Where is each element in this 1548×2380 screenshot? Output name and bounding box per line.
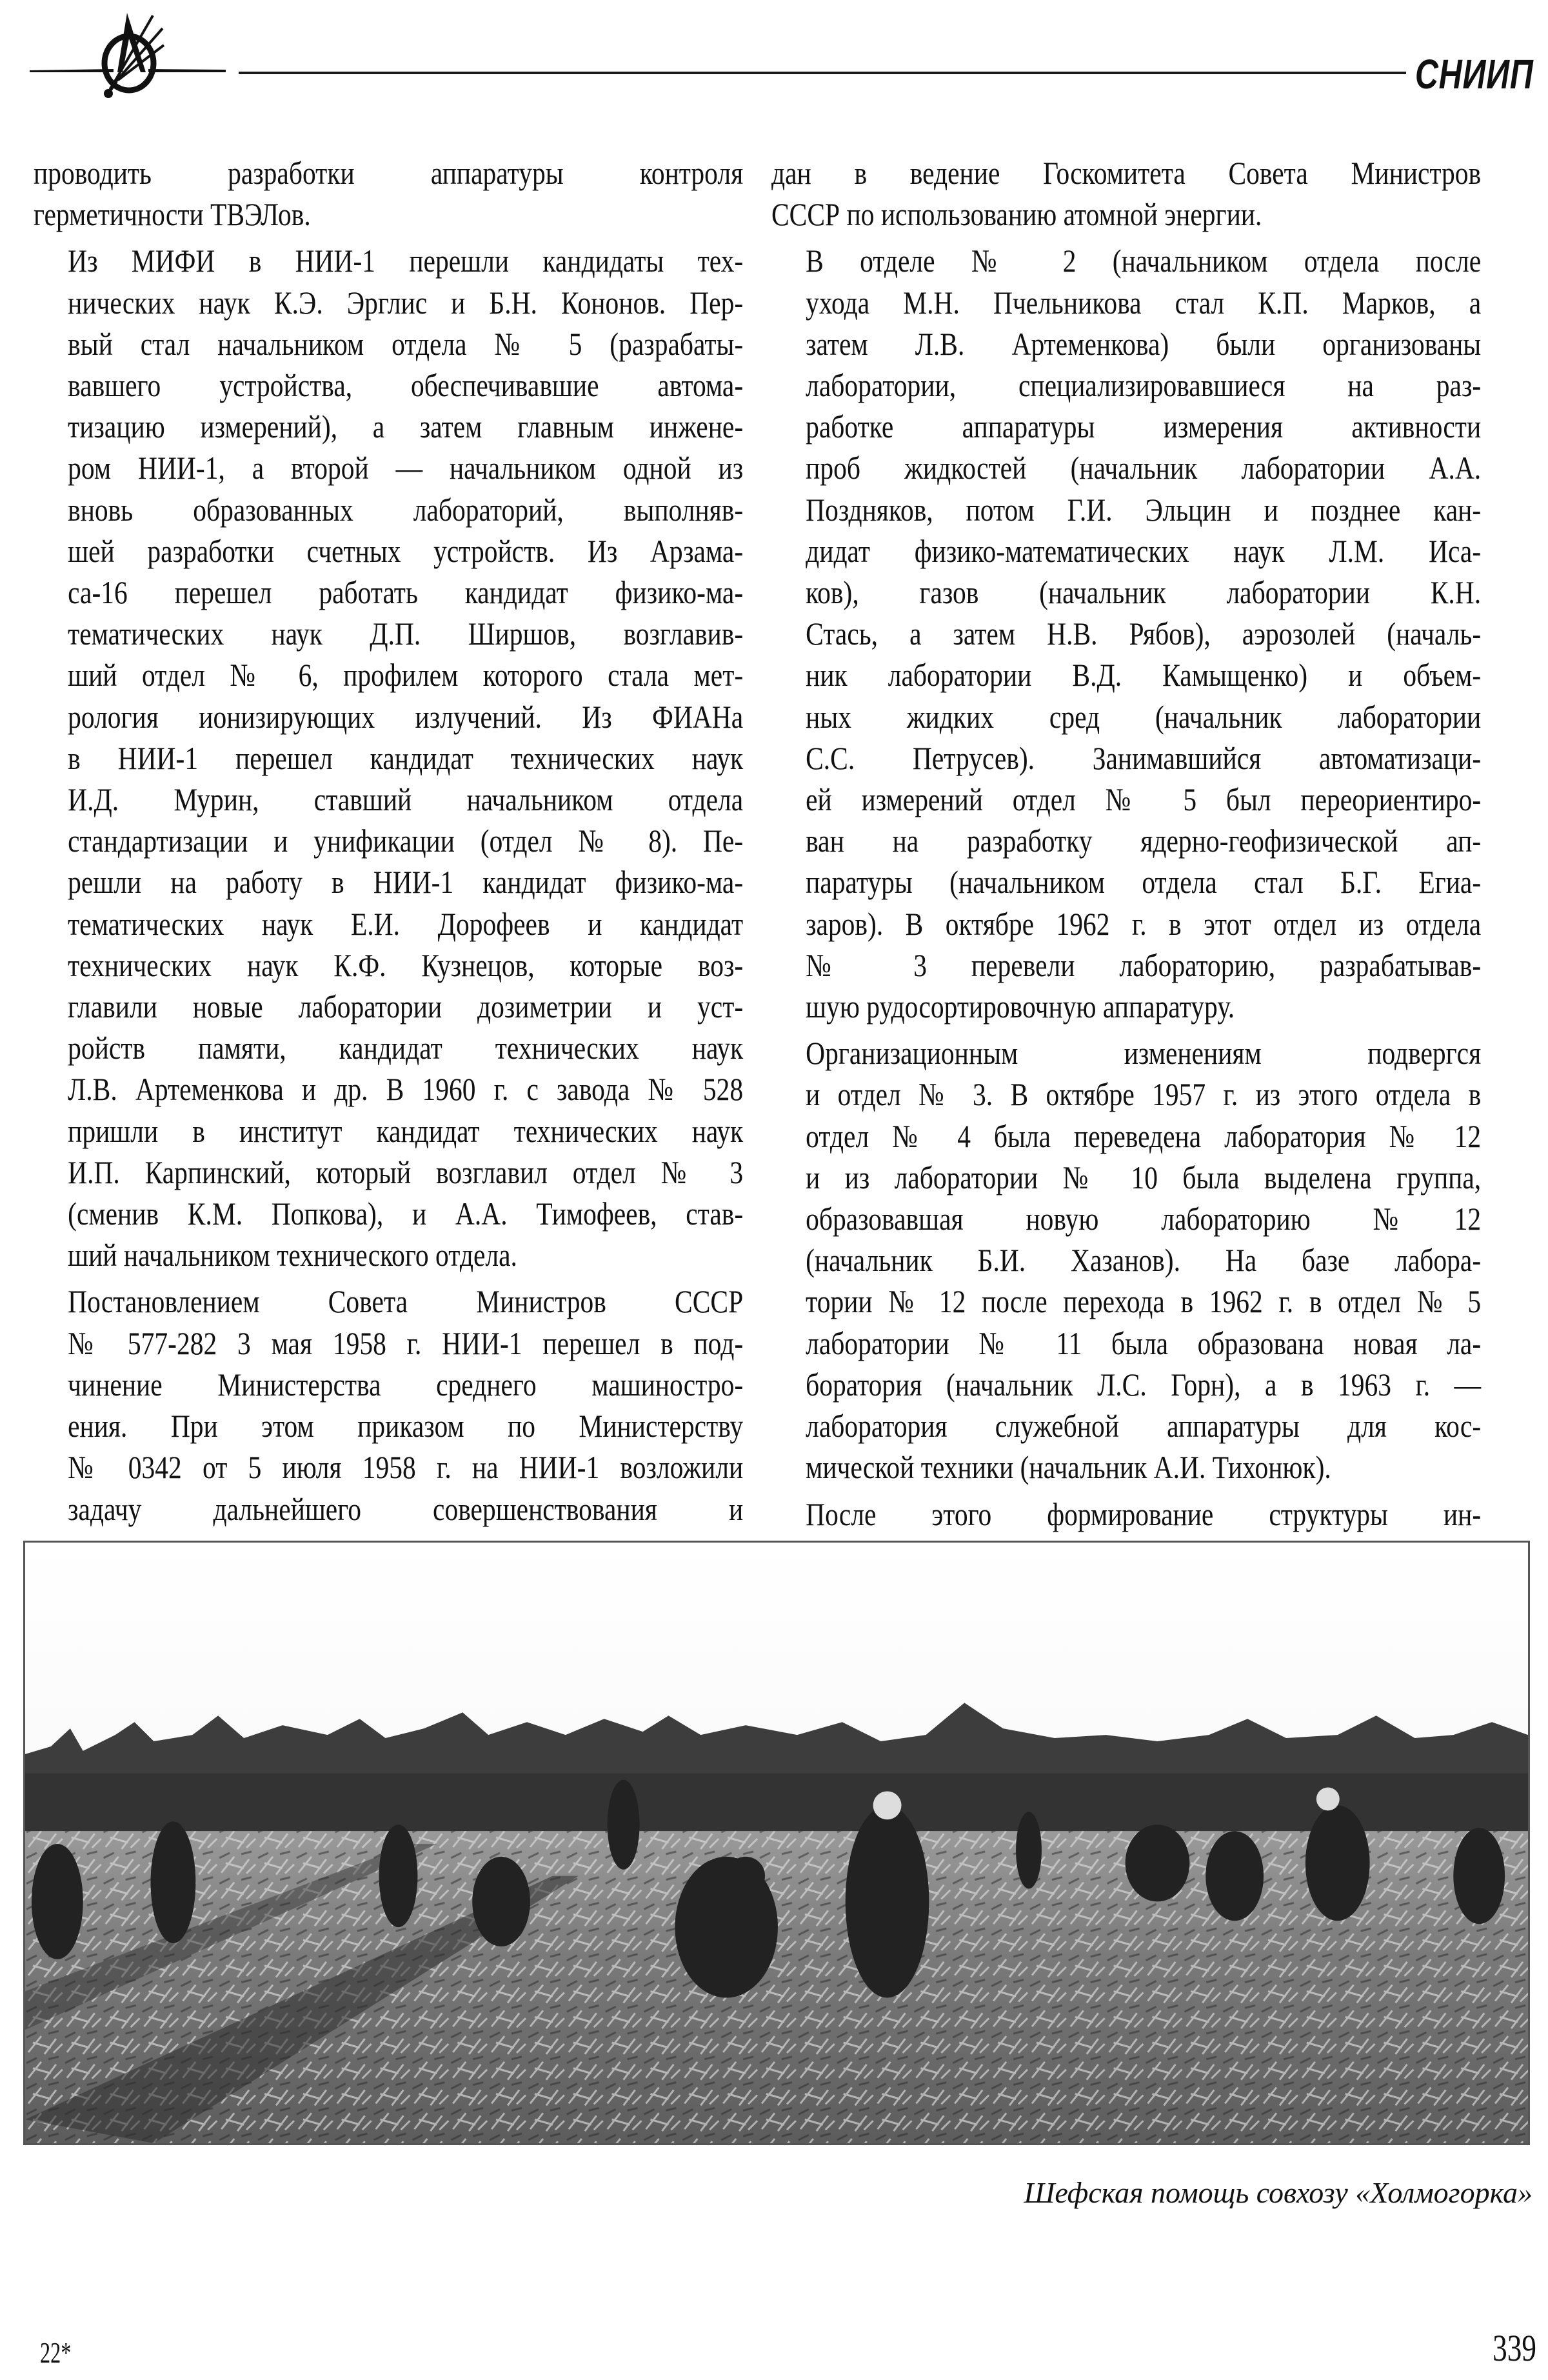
text-line: В отделе № 2 (начальником отдела после xyxy=(806,243,1482,279)
text-line: тории № 12 после перехода в 1962 г. в отдел № 5 xyxy=(806,1283,1482,1320)
text-line: чинение Министерства среднего машиностро- xyxy=(68,1366,744,1403)
text-line: ший отдел № 6, профилем которого стала мет- xyxy=(68,657,744,694)
text-line: отдел № 4 была переведена лаборатория № 12 xyxy=(806,1117,1482,1154)
text-line: (начальник Б.И. Хазанов). На базе лабора- xyxy=(806,1242,1482,1279)
text-line: ший начальником технического отдела. xyxy=(68,1237,517,1274)
text-line: ей измерений отдел № 5 был переориентиро- xyxy=(806,781,1482,818)
text-line: Из МИФИ в НИИ-1 перешли кандидаты тех- xyxy=(68,243,744,279)
text-line: лаборатории, специализировавшиеся на раз- xyxy=(806,367,1482,404)
text-line: Постановлением Совета Министров СССР xyxy=(68,1283,744,1320)
text-line: вый стал начальником отдела № 5 (разрабаты- xyxy=(68,325,744,362)
text-line: шую рудосортировочную аппаратуру. xyxy=(806,988,1235,1025)
paragraph xyxy=(34,152,743,235)
text-line: шей разработки счетных устройств. Из Арзама- xyxy=(68,532,744,569)
page-number: 339 xyxy=(1493,2327,1536,2369)
text-line: тематических наук Д.П. Ширшов, возглавив- xyxy=(68,615,744,652)
text-line: проб жидкостей (начальник лаборатории А.А. xyxy=(806,450,1482,486)
text-line: СССР по использованию атомной энергии. xyxy=(771,196,1262,233)
text-line: После этого формирование структуры ин- xyxy=(806,1495,1482,1532)
text-line: заров). В октябре 1962 г. в этот отдел из отдела xyxy=(806,905,1482,942)
text-line: ник лаборатории В.Д. Камыщенко) и объем- xyxy=(806,657,1482,694)
page-header xyxy=(0,0,1548,129)
text-line: дан в ведение Госкомитета Совета Министров xyxy=(771,155,1482,191)
text-line: ения. При этом приказом по Министерству xyxy=(68,1408,744,1445)
text-line: дидат физико-математических наук Л.М. Иса- xyxy=(806,532,1482,569)
text-line: нических наук К.Э. Эрглис и Б.Н. Кононов. Пер- xyxy=(68,284,744,321)
paragraph xyxy=(771,1032,1481,1488)
field-harvest-photo xyxy=(23,1541,1530,2145)
text-line: И.П. Карпинский, который возглавил отдел № 3 xyxy=(68,1154,744,1190)
paragraph xyxy=(771,152,1481,235)
text-line: паратуры (начальником отдела стал Б.Г. Егиа- xyxy=(806,864,1482,901)
text-line: № 0342 от 5 июля 1958 г. на НИИ-1 возложили xyxy=(68,1449,744,1486)
text-line: И.Д. Мурин, ставший начальником отдела xyxy=(68,781,744,818)
text-line: решли на работу в НИИ-1 кандидат физико-ма- xyxy=(68,864,744,901)
text-line: № 3 перевели лабораторию, разрабатывав- xyxy=(806,946,1482,983)
text-line: тизацию измерений), а затем главным инжене- xyxy=(68,408,744,445)
text-line: ван на разработку ядерно-геофизической ап- xyxy=(806,823,1482,859)
text-line: проводить разработки аппаратуры контроля xyxy=(34,155,744,191)
text-line: лаборатория служебной аппаратуры для кос- xyxy=(806,1408,1482,1445)
text-line: са-16 перешел работать кандидат физико-ма- xyxy=(68,574,744,611)
text-line: пришли в институт кандидат технических наук xyxy=(68,1112,744,1149)
text-line: задачу дальнейшего совершенствования и xyxy=(68,1490,744,1527)
text-line: герметичности ТВЭЛов. xyxy=(34,196,311,233)
signature-mark: 22* xyxy=(40,2336,72,2369)
text-line: вновь образованных лабораторий, выполняв- xyxy=(68,491,744,528)
text-line: и из лаборатории № 10 была выделена группа, xyxy=(806,1159,1482,1195)
text-line: боратория (начальник Л.С. Горн), а в 1963 г. — xyxy=(806,1366,1482,1403)
text-line: лаборатории № 11 была образована новая ла- xyxy=(806,1325,1482,1361)
text-line: ром НИИ-1, а второй — начальником одной из xyxy=(68,450,744,486)
header-rule xyxy=(239,72,1406,74)
text-column-left xyxy=(34,152,743,1778)
text-line: и отдел № 3. В октябре 1957 г. из этого отдела в xyxy=(806,1076,1482,1113)
text-line: ройств памяти, кандидат технических наук xyxy=(68,1030,744,1066)
photo-caption: Шефская помощь совхозу «Холмогорка» xyxy=(1024,2176,1533,2209)
text-line: технических наук К.Ф. Кузнецов, которые воз- xyxy=(68,946,744,983)
text-line: образовавшая новую лабораторию №12 xyxy=(806,1201,1482,1237)
text-line: ков), газов (начальник лаборатории К.Н. xyxy=(806,574,1482,611)
text-line: главили новые лаборатории дозиметрии и уст- xyxy=(68,988,744,1025)
text-line: Стась, а затем Н.В. Рябов), аэрозолей (началь- xyxy=(806,615,1482,652)
text-line: мической техники (начальник А.И. Тихонюк). xyxy=(806,1449,1331,1486)
atom-compass-emblem-icon xyxy=(26,13,245,103)
text-line: Л.В. Артеменкова и др. В 1960 г. с завода № 528 xyxy=(68,1071,744,1108)
text-line: стандартизации и унификации (отдел № 8). Пе- xyxy=(68,823,744,859)
text-line: работке аппаратуры измерения активности xyxy=(806,408,1482,445)
text-line: рология ионизирующих излучений. Из ФИАНа xyxy=(68,698,744,735)
text-line: затем Л.В. Артеменкова) были организованы xyxy=(806,325,1482,362)
text-line: С.С. Петрусев). Занимавшийся автоматизаци- xyxy=(806,739,1482,776)
text-line: в НИИ-1 перешел кандидат технических наук xyxy=(68,739,744,776)
text-line: ных жидких сред (начальник лаборатории xyxy=(806,698,1482,735)
text-line: тематических наук Е.И. Дорофеев и кандидат xyxy=(68,905,744,942)
text-line: № 577-282 3 мая 1958 г. НИИ-1 перешел в под- xyxy=(68,1325,744,1361)
running-head: СНИИП xyxy=(1415,51,1534,97)
text-line: ухода М.Н. Пчельникова стал К.П. Марков, а xyxy=(806,284,1482,321)
text-line: Организационным изменениям подвергся xyxy=(806,1035,1482,1072)
text-column-right xyxy=(771,152,1481,1783)
text-line: (сменив К.М. Попкова), и А.А. Тимофеев, став- xyxy=(68,1195,744,1232)
paragraph xyxy=(771,240,1481,1027)
text-line: Поздняков, потом Г.И. Эльцин и позднее кан- xyxy=(806,491,1482,528)
paragraph xyxy=(34,240,743,1275)
text-line: вавшего устройства, обеспечивавшие автома- xyxy=(68,367,744,404)
